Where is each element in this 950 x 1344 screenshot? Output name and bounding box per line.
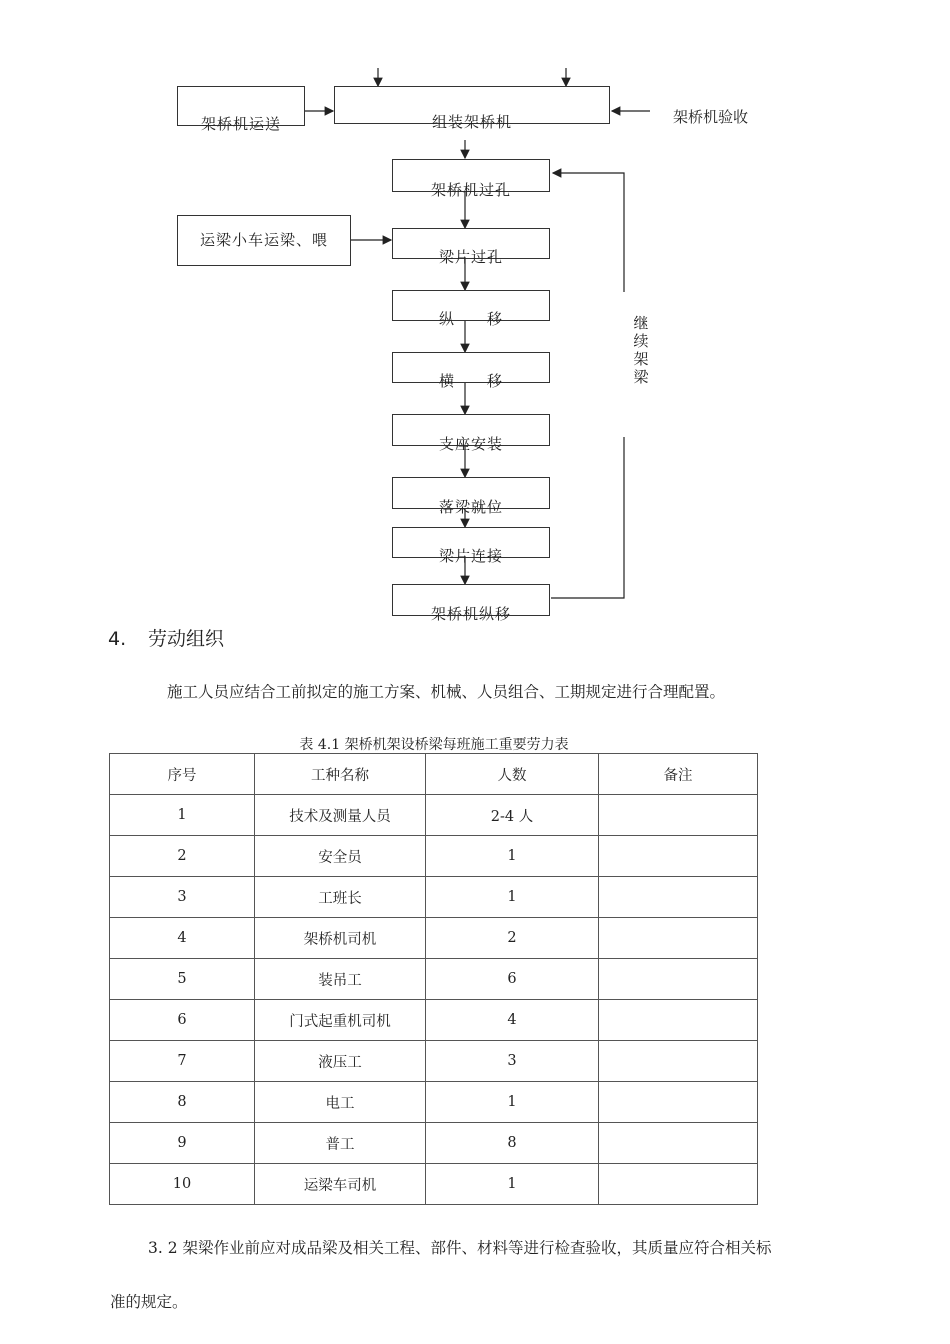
table-row [110,918,758,959]
table-cell: 6 [426,959,599,1000]
header-cell: 备注 [599,754,758,795]
table-cell: 10 [110,1164,255,1205]
table-row [110,1123,758,1164]
table-cell: 运梁车司机 [255,1164,426,1205]
loop-line-lower [551,437,624,598]
labor-table [109,753,758,1205]
table-row [110,795,758,836]
table-cell [599,1164,758,1205]
table-cell [599,959,758,1000]
table-cell: 1 [426,1164,599,1205]
table-cell: 1 [426,1082,599,1123]
closing-paragraph-line1: 3. 2 架梁作业前应对成品梁及相关工程、部件、材料等进行检查验收，其质量应符合相关标 [148,1239,772,1257]
table-cell: 3 [426,1041,599,1082]
table-header-row [110,754,758,795]
table-cell: 门式起重机司机 [255,1000,426,1041]
table-cell: 装吊工 [255,959,426,1000]
table-cell [599,877,758,918]
table-cell: 7 [110,1041,255,1082]
table-row [110,877,758,918]
flow-box-feed-beam: 运梁小车运梁、喂 [177,215,351,266]
table-cell: 1 [426,836,599,877]
table-cell [599,1123,758,1164]
flow-box-transverse: 横 移 [392,352,550,383]
flow-box-longitudinal: 纵 移 [392,290,550,321]
flow-box-drop-beam: 落梁就位 [392,477,550,509]
table-cell: 8 [426,1123,599,1164]
table-row [110,1164,758,1205]
section-heading [108,624,224,651]
table-cell: 3 [110,877,255,918]
flow-box-machine-move: 架桥机纵移 [392,584,550,616]
table-cell: 液压工 [255,1041,426,1082]
table-cell: 1 [426,877,599,918]
header-cell: 人数 [426,754,599,795]
table-row [110,1082,758,1123]
flow-box-connect: 梁片连接 [392,527,550,558]
flow-box-assemble: 组装架桥机 [334,86,610,124]
table-cell [599,1041,758,1082]
closing-paragraph-line2: 准的规定。 [110,1293,188,1311]
flow-box-beam-cross: 梁片过孔 [392,228,550,259]
table-cell [599,1000,758,1041]
table-cell: 电工 [255,1082,426,1123]
table-cell: 4 [110,918,255,959]
table-cell: 技术及测量人员 [255,795,426,836]
table-cell: 安全员 [255,836,426,877]
section-title: 劳动组织 [148,628,225,650]
table-caption: 表 4.1 架桥机架设桥梁每班施工重要劳力表 [299,737,569,753]
table-cell: 2 [426,918,599,959]
table-cell: 2 [110,836,255,877]
header-cell: 序号 [110,754,255,795]
table-cell: 9 [110,1123,255,1164]
table-row [110,959,758,1000]
table-cell [599,795,758,836]
intro-paragraph: 施工人员应结合工前拟定的施工方案、机械、人员组合、工期规定进行合理配置。 [167,683,726,701]
table-row [110,1000,758,1041]
table-row [110,1041,758,1082]
table-cell [599,836,758,877]
flow-label-acceptance: 架桥机验收 [673,108,749,126]
table-cell: 1 [110,795,255,836]
flow-box-bearing: 支座安装 [392,414,550,446]
loop-line-upper [553,173,624,292]
table-row [110,836,758,877]
table-cell: 架桥机司机 [255,918,426,959]
table-cell: 6 [110,1000,255,1041]
table-cell [599,1082,758,1123]
table-cell: 2-4 人 [426,795,599,836]
table-cell: 普工 [255,1123,426,1164]
flow-box-cross-hole: 架桥机过孔 [392,159,550,192]
section-number: 4. [108,628,127,650]
table-cell: 8 [110,1082,255,1123]
flow-label-continue: 继续架梁 [633,314,649,386]
header-cell: 工种名称 [255,754,426,795]
table-cell: 工班长 [255,877,426,918]
table-cell: 4 [426,1000,599,1041]
table-cell: 5 [110,959,255,1000]
flow-box-transport: 架桥机运送 [177,86,305,126]
table-cell [599,918,758,959]
